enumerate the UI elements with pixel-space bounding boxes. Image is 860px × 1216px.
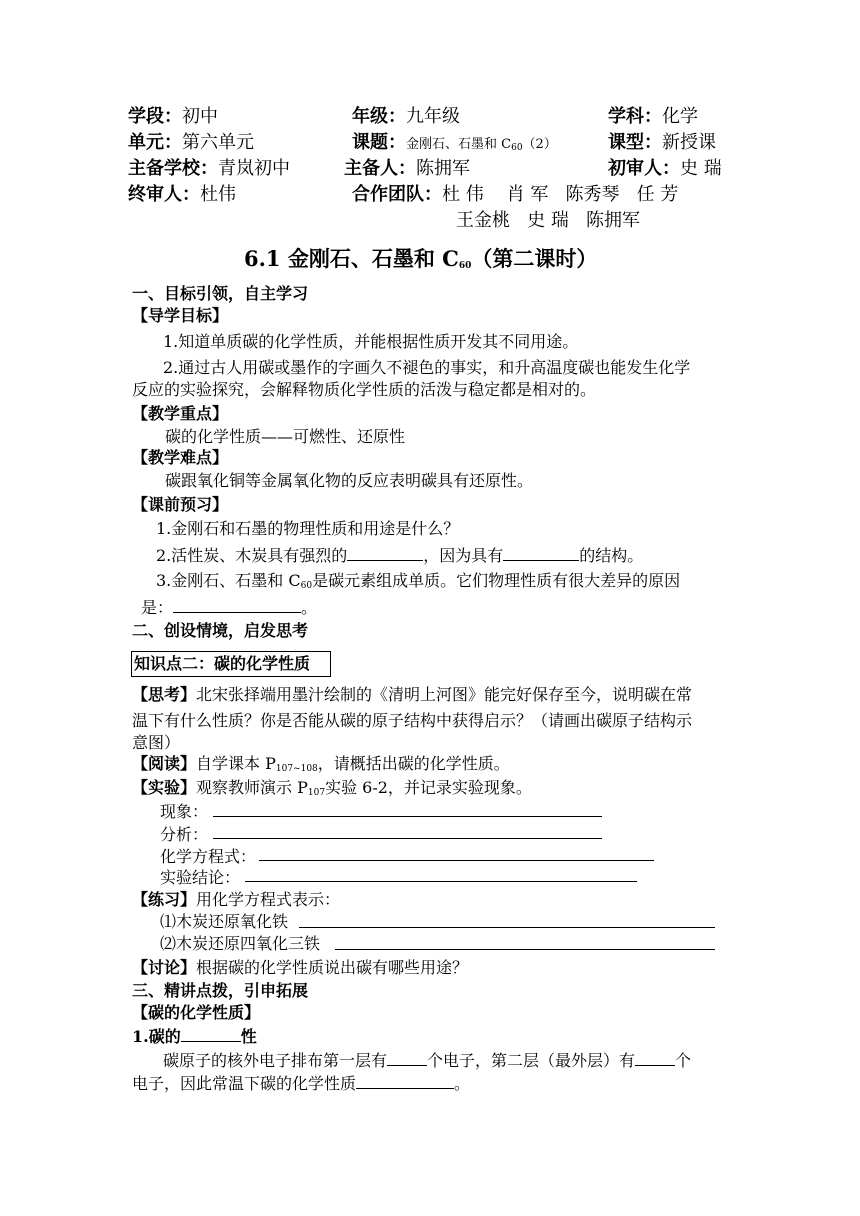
section2-heading: 二、创设情境，启发思考 [132, 621, 309, 640]
practice-2: ⑵木炭还原四氧化三铁 [160, 934, 321, 953]
first-reviewer-field: 初审人：史 瑞 [608, 158, 722, 179]
difficulty-label: 【教学难点】 [132, 448, 229, 467]
key-label: 【教学重点】 [132, 404, 229, 423]
goals-label: 【导学目标】 [132, 306, 229, 325]
preview-q2: 2.活性炭、木炭具有强烈的 ，因为具有 的结构。 [156, 546, 644, 565]
preview-q3-line1: 3.金刚石、石墨和 $C_{60}$是碳元素组成单质。它们物理性质有很大差异的原因 [156, 571, 681, 591]
final-reviewer-field: 终审人：杜伟 [128, 184, 236, 205]
stage-field: 学段：初中 [128, 106, 218, 127]
experiment-line: 【实验】观察教师演示 $P_{107}$实验 6-2，并记录实验现象。 [132, 778, 532, 798]
conclusion-blank [245, 881, 637, 882]
phenomenon-label: 现象： [160, 802, 209, 821]
preview-q1: 1.金刚石和石墨的物理性质和用途是什么？ [156, 519, 460, 538]
grade-field: 年级：九年级 [352, 106, 460, 127]
preview-q3-line2: 是： 。 [141, 598, 318, 617]
think-line3: 意图） [132, 733, 181, 752]
practice-2-blank [335, 949, 715, 950]
analysis-label: 分析： [160, 825, 209, 844]
think-line1: 【思考】北宋张择端用墨汁绘制的《清明上河图》能完好保存至今，说明碳在常 [132, 685, 693, 704]
think-line2: 温下有什么性质？你是否能从碳的原子结构中获得启示？（请画出碳原子结构示 [132, 711, 693, 730]
key-text: 碳的化学性质——可燃性、还原性 [165, 427, 406, 446]
goal-1: 1.知道单质碳的化学性质，并能根据性质开发其不同用途。 [163, 332, 579, 351]
knowledge-box: 知识点二：碳的化学性质 [131, 651, 331, 677]
practice-line: 【练习】用化学方程式表示： [132, 890, 341, 909]
item-1: 1.碳的 性 [132, 1027, 257, 1046]
electron-para-line2: 电子，因此常温下碳的化学性质 。 [132, 1074, 471, 1093]
analysis-blank [213, 838, 602, 839]
page-title: 6.1 金刚石、石墨和 $C_{60}$（第二课时） [244, 246, 598, 271]
section3-heading: 三、精讲点拨，引申拓展 [132, 981, 309, 1000]
practice-1: ⑴木炭还原氧化铁 [160, 912, 289, 931]
section1-heading: 一、目标引领，自主学习 [132, 284, 309, 303]
goal-2-line2: 反应的实验探究，会解释物质化学性质的活泼与稳定都是相对的。 [132, 380, 597, 399]
equation-label: 化学方程式： [160, 847, 257, 866]
chemical-props-label: 【碳的化学性质】 [132, 1003, 261, 1022]
unit-field: 单元：第六单元 [128, 132, 254, 153]
read-line: 【阅读】自学课本 $P_{107\sim 108}$，请概括出碳的化学性质。 [132, 754, 510, 774]
team-field: 合作团队：杜 伟 肖 军 陈秀琴 任 芳 [352, 184, 679, 205]
subject-field: 学科：化学 [608, 106, 698, 127]
equation-blank [259, 860, 654, 861]
preview-label: 【课前预习】 [132, 495, 229, 514]
topic-field: 课题：金刚石、石墨和 $C_{60}(2)$ [352, 132, 557, 153]
phenomenon-blank [213, 816, 602, 817]
difficulty-text: 碳跟氧化铜等金属氧化物的反应表明碳具有还原性。 [165, 471, 534, 490]
goal-2-line1: 2.通过古人用碳或墨作的字画久不褪色的事实，和升高温度碳也能发生化学 [163, 358, 691, 377]
lesson-type-field: 课型：新授课 [608, 132, 716, 153]
conclusion-label: 实验结论： [160, 868, 241, 887]
discuss-line: 【讨论】根据碳的化学性质说出碳有哪些用途？ [132, 958, 469, 977]
practice-1-blank [299, 927, 715, 928]
team-field-line2: 王金桃 史 瑞 陈拥军 [456, 210, 641, 231]
preparer-field: 主备人：陈拥军 [344, 158, 470, 179]
electron-para-line1: 碳原子的核外电子排布第一层有 个电子，第二层（最外层）有 个 [163, 1051, 692, 1070]
school-field: 主备学校：青岚初中 [128, 158, 290, 179]
